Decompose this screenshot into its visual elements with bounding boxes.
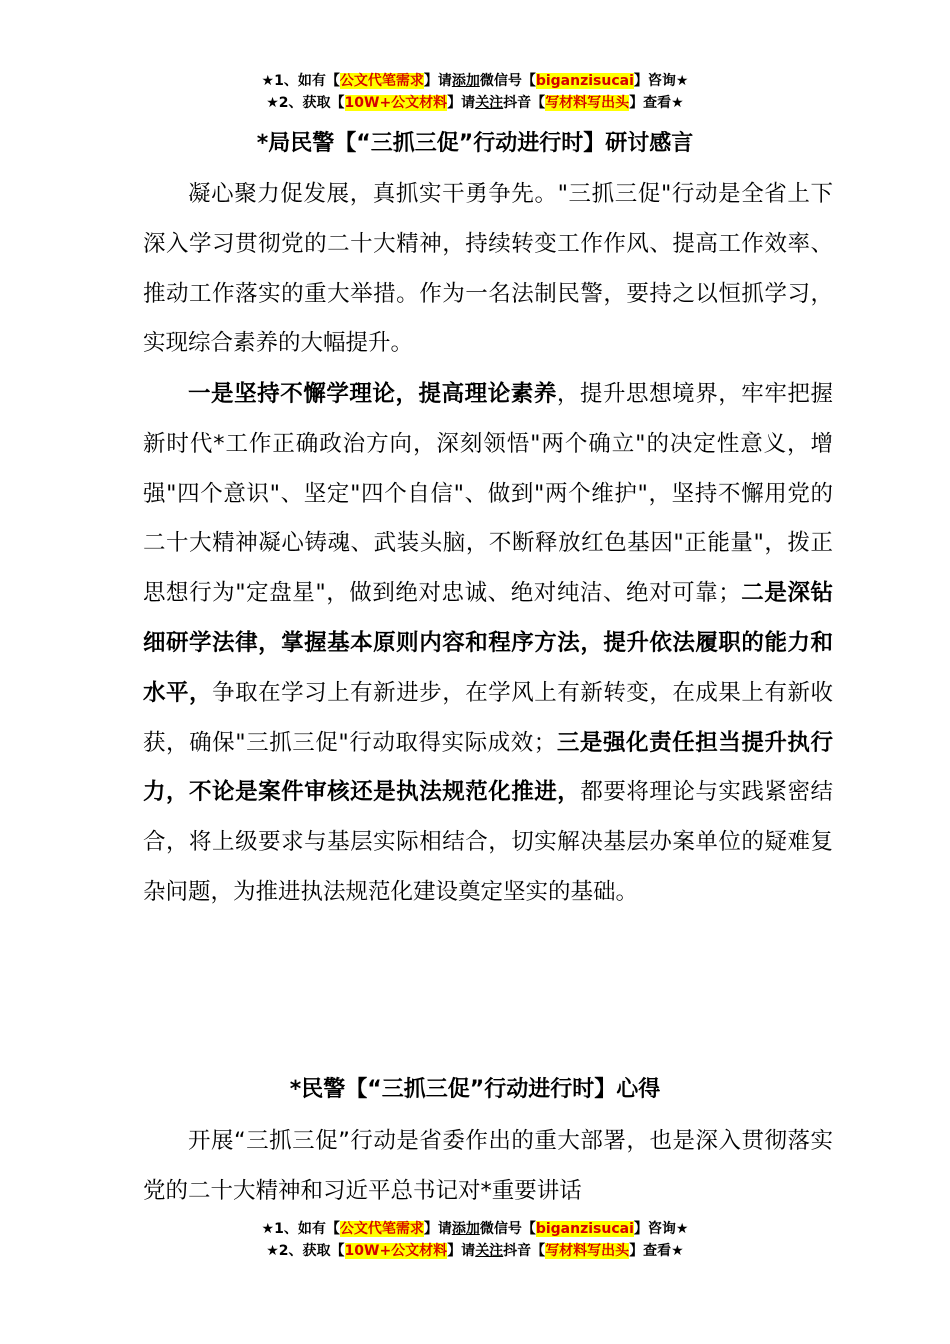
- article-1-intro-paragraph: 凝心聚力促发展，真抓实干勇争先。"三抓三促"行动是全省上下深入学习贯彻党的二十大精神，持续转变工作作风、提高工作效率、推动工作落实的重大举措。作为一名法制民警，要持之以恒抓学习，实现综合素养的大幅提升。: [143, 181, 833, 357]
- point-3-text: 都要将理论与实践紧密结合，将上级要求与基层实际相结合，切实解决基层办案单位的疑难复杂问题，为推进执法规范化建设奠定坚实的基础。: [143, 779, 833, 905]
- wechat-id-highlight: biganzisucai: [535, 1221, 634, 1237]
- article-2-title: *民警【“三抓三促”行动进行时】心得: [289, 1077, 661, 1102]
- underlined-text: 关注: [475, 1243, 504, 1259]
- point-2-heading: 二是深钻细研学法律，掌握基本原则内容和程序方法，提升依法履职的能力和水平，: [143, 580, 833, 706]
- point-3-heading: 三是强化责任担当提升执行力，不论是案件审核还是执法规范化推进，: [143, 729, 833, 806]
- footer-line-1: ★1、如有【公文代笔需求】请添加微信号【biganzisucai】咨询★: [261, 1221, 689, 1237]
- article-1-points-paragraph: [143, 370, 833, 918]
- article-2-intro-paragraph: 开展“三抓三促”行动是省委作出的重大部署，也是深入贯彻落实党的二十大精神和习近平总书记对*重要讲话: [143, 1128, 833, 1204]
- douyin-id-highlight: 写材料写出头: [545, 1243, 630, 1259]
- point-1-heading: 一是坚持不懈学理论，提高理论素养: [188, 381, 557, 407]
- article-1-title: *局民警【“三抓三促”行动进行时】研讨感言: [256, 131, 694, 156]
- underlined-text: 关注: [475, 95, 504, 111]
- highlight-text: 公文代笔需求: [339, 1221, 424, 1237]
- highlight-text: 10W+公文材料: [344, 95, 448, 111]
- underlined-text: 添加: [451, 1221, 480, 1237]
- header-line-2: ★2、获取【10W+公文材料】请关注抖音【写材料写出头】查看★: [266, 95, 684, 111]
- wechat-id-highlight: biganzisucai: [535, 73, 634, 89]
- header-line-1: ★1、如有【公文代笔需求】请添加微信号【biganzisucai】咨询★: [261, 73, 689, 89]
- footer-banner: [0, 1218, 950, 1262]
- point-1-text: ，提升思想境界，牢牢把握新时代*工作正确政治方向，深刻领悟"两个确立"的决定性意义，增强"四个意识"、坚定"四个自信"、做到"两个维护"，坚持不懈用党的二十大精神凝心铸魂、武装头脑，不断释放红色基因"正能量"，拨正思想行为"定盘星"，做到绝对忠诚、绝对纯洁、绝对可靠；: [143, 381, 833, 607]
- highlight-text: 公文代笔需求: [339, 73, 424, 89]
- point-2-text: 争取在学习上有新进步，在学风上有新转变，在成果上有新收获，确保"三抓三促"行动取得实际成效；: [143, 679, 833, 756]
- douyin-id-highlight: 写材料写出头: [545, 95, 630, 111]
- underlined-text: 添加: [451, 73, 480, 89]
- header-banner: [0, 70, 950, 114]
- highlight-text: 10W+公文材料: [344, 1243, 448, 1259]
- footer-line-2: ★2、获取【10W+公文材料】请关注抖音【写材料写出头】查看★: [266, 1243, 684, 1259]
